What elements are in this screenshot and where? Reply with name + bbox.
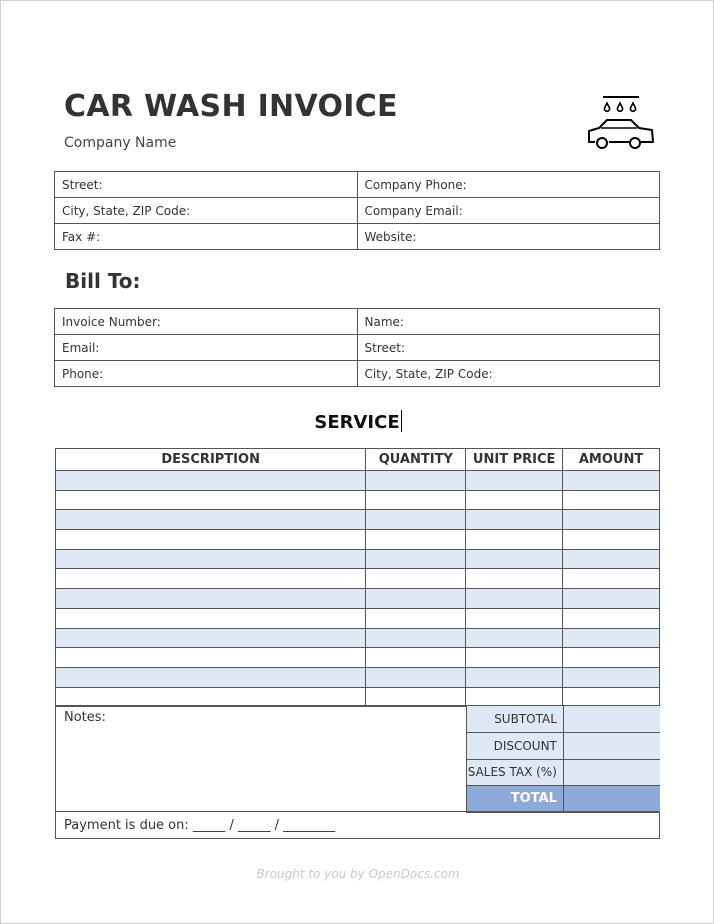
cell-description[interactable] <box>56 687 366 707</box>
cell-amount[interactable] <box>563 589 660 609</box>
table-row <box>56 687 660 707</box>
company-phone-field[interactable]: Company Phone: <box>357 172 660 198</box>
totals-table <box>466 706 660 813</box>
sales-tax-label: SALES TAX (%) <box>467 759 564 786</box>
city-state-zip-field[interactable]: City, State, ZIP Code: <box>55 198 358 224</box>
cell-amount[interactable] <box>563 667 660 687</box>
cell-unit-price[interactable] <box>466 471 563 491</box>
cell-quantity[interactable] <box>366 687 466 707</box>
summary-section <box>55 705 660 839</box>
cell-quantity[interactable] <box>366 549 466 569</box>
cell-unit-price[interactable] <box>466 490 563 510</box>
cell-amount[interactable] <box>563 471 660 491</box>
cell-unit-price[interactable] <box>466 608 563 628</box>
table-row <box>56 667 660 687</box>
column-header-unit-price: UNIT PRICE <box>466 449 563 471</box>
client-name-field[interactable]: Name: <box>357 309 660 335</box>
street-field[interactable]: Street: <box>55 172 358 198</box>
discount-value[interactable] <box>563 733 660 760</box>
cell-amount[interactable] <box>563 569 660 589</box>
item-rows <box>56 471 660 707</box>
cell-amount[interactable] <box>563 687 660 707</box>
cell-quantity[interactable] <box>366 608 466 628</box>
subtotal-value[interactable] <box>563 706 660 733</box>
cell-amount[interactable] <box>563 549 660 569</box>
service-heading[interactable] <box>1 410 714 433</box>
cell-amount[interactable] <box>563 648 660 668</box>
cell-amount[interactable] <box>563 510 660 530</box>
cell-amount[interactable] <box>563 608 660 628</box>
table-row <box>56 608 660 628</box>
cell-unit-price[interactable] <box>466 628 563 648</box>
table-row <box>56 530 660 550</box>
cell-amount[interactable] <box>563 628 660 648</box>
client-email-field[interactable]: Email: <box>55 335 358 361</box>
cell-quantity[interactable] <box>366 530 466 550</box>
bill-to-table <box>54 308 660 387</box>
column-header-description: DESCRIPTION <box>56 449 366 471</box>
service-items-table <box>55 448 660 707</box>
cell-description[interactable] <box>56 510 366 530</box>
payment-due-line[interactable]: Payment is due on: _____ / _____ / ________ <box>56 811 659 839</box>
cell-unit-price[interactable] <box>466 510 563 530</box>
total-value[interactable] <box>563 786 660 813</box>
cell-unit-price[interactable] <box>466 530 563 550</box>
cell-unit-price[interactable] <box>466 569 563 589</box>
invoice-title: CAR WASH INVOICE <box>64 89 398 124</box>
cell-unit-price[interactable] <box>466 648 563 668</box>
cell-quantity[interactable] <box>366 648 466 668</box>
company-name: Company Name <box>64 135 177 151</box>
notes-label: Notes: <box>64 710 106 725</box>
total-label: TOTAL <box>467 786 564 813</box>
client-phone-field[interactable]: Phone: <box>55 361 358 387</box>
subtotal-label: SUBTOTAL <box>467 706 564 733</box>
cell-unit-price[interactable] <box>466 667 563 687</box>
cell-unit-price[interactable] <box>466 687 563 707</box>
client-city-state-zip-field[interactable]: City, State, ZIP Code: <box>357 361 660 387</box>
footer-credit: Brought to you by OpenDocs.com <box>256 867 460 881</box>
table-row <box>56 490 660 510</box>
cell-description[interactable] <box>56 628 366 648</box>
text-cursor <box>401 410 402 432</box>
column-header-quantity: QUANTITY <box>366 449 466 471</box>
cell-description[interactable] <box>56 569 366 589</box>
client-street-field[interactable]: Street: <box>357 335 660 361</box>
table-row <box>56 589 660 609</box>
cell-description[interactable] <box>56 608 366 628</box>
cell-quantity[interactable] <box>366 510 466 530</box>
bill-to-heading: Bill To: <box>65 269 141 293</box>
cell-unit-price[interactable] <box>466 589 563 609</box>
sales-tax-value[interactable] <box>563 759 660 786</box>
car-wash-icon <box>585 95 657 153</box>
cell-quantity[interactable] <box>366 490 466 510</box>
cell-unit-price[interactable] <box>466 549 563 569</box>
cell-description[interactable] <box>56 648 366 668</box>
table-row <box>56 648 660 668</box>
discount-label: DISCOUNT <box>467 733 564 760</box>
cell-amount[interactable] <box>563 490 660 510</box>
cell-description[interactable] <box>56 667 366 687</box>
invoice-number-field[interactable]: Invoice Number: <box>55 309 358 335</box>
cell-quantity[interactable] <box>366 569 466 589</box>
cell-description[interactable] <box>56 471 366 491</box>
column-header-amount: AMOUNT <box>563 449 660 471</box>
cell-quantity[interactable] <box>366 589 466 609</box>
table-row <box>56 549 660 569</box>
website-field[interactable]: Website: <box>357 224 660 250</box>
table-row <box>56 628 660 648</box>
fax-field[interactable]: Fax #: <box>55 224 358 250</box>
cell-quantity[interactable] <box>366 667 466 687</box>
cell-description[interactable] <box>56 589 366 609</box>
company-info-table <box>54 171 660 250</box>
cell-quantity[interactable] <box>366 628 466 648</box>
cell-description[interactable] <box>56 490 366 510</box>
cell-description[interactable] <box>56 549 366 569</box>
cell-amount[interactable] <box>563 530 660 550</box>
table-row <box>56 569 660 589</box>
table-row <box>56 510 660 530</box>
cell-description[interactable] <box>56 530 366 550</box>
table-row <box>56 471 660 491</box>
company-email-field[interactable]: Company Email: <box>357 198 660 224</box>
cell-quantity[interactable] <box>366 471 466 491</box>
service-heading-text: SERVICE <box>314 412 400 433</box>
